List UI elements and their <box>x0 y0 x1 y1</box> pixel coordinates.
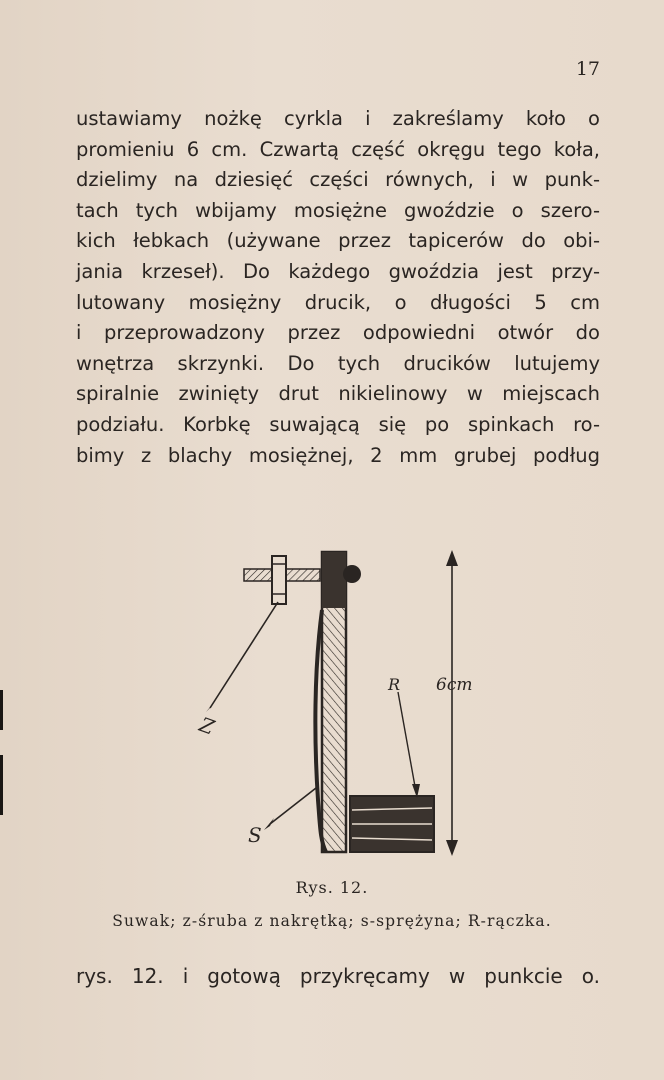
text-line: jania krzeseł). Do każdego gwoździa jest przy- <box>76 259 600 283</box>
text-line: i przeprowadzony przez odpowiedni otwór do <box>76 321 600 345</box>
text-line: dzielimy na dziesięć części równych, i w punk- <box>76 168 600 192</box>
figure-caption-title: Rys. 12. <box>295 878 369 897</box>
text-line: spiralnie zwinięty drut nikielinowy w miejscach <box>76 382 600 406</box>
body-paragraph <box>76 104 600 471</box>
screw-drawing <box>244 556 320 604</box>
scan-edge-mark <box>0 690 3 730</box>
scan-edge-mark <box>0 755 3 815</box>
dimension-arrow <box>446 550 458 856</box>
handle-drawing <box>350 796 434 852</box>
text-line: kich łebkach (używane przez tapicerów do obi- <box>76 229 600 253</box>
page-number: 17 <box>575 58 600 80</box>
text-line-continued: rys. 12. i gotową przykręcamy w punkcie o. <box>76 964 600 988</box>
figure-caption-text: Suwak; z-śruba z nakrętką; s-sprężyna; R-rączka. <box>112 912 552 930</box>
text-line: tach tych wbijamy mosiężne gwoździe o szero- <box>76 198 600 222</box>
figure-dimension-label: 6cm <box>436 675 473 695</box>
text-line: promieniu 6 cm. Czwartą część okręgu tego koła, <box>76 137 600 161</box>
slider-figure <box>196 540 490 870</box>
text-line: podziału. Korbkę suwającą się po spinkach ro- <box>76 412 600 436</box>
text-line: lutowany mosiężny drucik, o długości 5 cm <box>76 290 600 314</box>
figure-label-r: R <box>388 675 401 694</box>
text-line: bimy z blachy mosiężnej, 2 mm grubej podług <box>76 443 600 467</box>
figure-label-s: S <box>248 823 262 847</box>
text-line: wnętrza skrzynki. Do tych drucików lutujemy <box>76 351 600 375</box>
text-line: ustawiamy nożkę cyrkla i zakreślamy koło o <box>76 107 600 130</box>
figure-label-z: Z <box>196 712 218 740</box>
